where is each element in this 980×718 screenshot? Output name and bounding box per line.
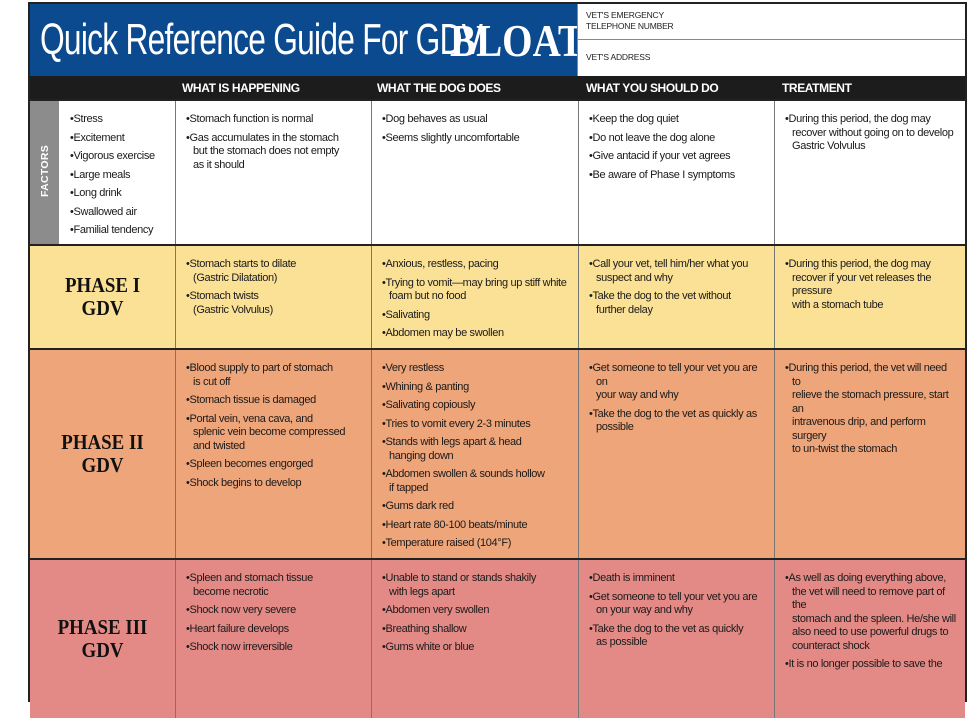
bullet-item: • Very restless (381, 362, 570, 376)
bullet-item: • Dog behaves as usual (381, 113, 570, 127)
bullet-item: • Spleen becomes engorged (185, 458, 363, 472)
factors-should-do (578, 101, 774, 244)
bullet-item: • Shock begins to develop (185, 477, 363, 491)
phase-3-treatment (774, 560, 965, 718)
vet-info (577, 4, 965, 76)
bullet-item: • Tries to vomit every 2-3 minutes (381, 418, 570, 432)
factors-dog-does (371, 101, 578, 244)
bullet-item: • Take the dog to the vet as quickly as possible (588, 408, 766, 435)
phase-3-happening (175, 560, 371, 718)
header-what-you-should-do: WHAT YOU SHOULD DO (586, 81, 719, 95)
phase-label: PHASE III GDV (57, 615, 148, 662)
bullet-item: • Seems slightly uncomfortable (381, 132, 570, 146)
bullet-item: • Give antacid if your vet agrees (588, 150, 766, 164)
bullet-item: • Stomach function is normal (185, 113, 363, 127)
bullet-item: • Anxious, restless, pacing (381, 258, 570, 272)
phase-2-row (30, 348, 965, 558)
bullet-item: • Gums white or blue (381, 641, 570, 655)
title-banner (30, 4, 584, 76)
vet-phone-field: VET'S EMERGENCY TELEPHONE NUMBER (578, 4, 965, 40)
title-bold: BLOAT (450, 14, 584, 66)
bullet-item: • Unable to stand or stands shakily with legs apart (381, 572, 570, 599)
bullet-item: • Do not leave the dog alone (588, 132, 766, 146)
bullet-item: • Take the dog to the vet without further delay (588, 290, 766, 317)
bullet-item: • Blood supply to part of stomach is cut off (185, 362, 363, 389)
bullet-item: • Be aware of Phase I symptoms (588, 169, 766, 183)
phase-3-should-do (578, 560, 774, 718)
bullet-item: • Abdomen very swollen (381, 604, 570, 618)
bullet-item: • Death is imminent (588, 572, 766, 586)
bullet-item: • Temperature raised (104°F) (381, 537, 570, 551)
phase-2-should-do (578, 350, 774, 558)
factors-row (30, 99, 965, 244)
phase-1-treatment (774, 246, 965, 348)
factors-happening (175, 101, 371, 244)
bullet-item: • Large meals (69, 169, 175, 183)
bullet-item: • Familial tendency (69, 224, 175, 238)
bullet-item: • Take the dog to the vet as quickly as possible (588, 623, 766, 650)
bullet-item: • Get someone to tell your vet you are on your way and why (588, 591, 766, 618)
bullet-item: • Get someone to tell your vet you are on your way and why (588, 362, 766, 403)
bullet-item: • During this period, the dog may recover without going on to develop Gastric Volvulus (784, 113, 957, 154)
bullet-item: • Spleen and stomach tissue become necrotic (185, 572, 363, 599)
bullet-item: • It is no longer possible to save the (784, 658, 957, 672)
phase-2-treatment (774, 350, 965, 558)
header-treatment: TREATMENT (782, 81, 852, 95)
phase-label: PHASE II GDV (61, 430, 144, 477)
column-headers (30, 76, 965, 99)
factors-label-bar (30, 101, 59, 244)
bullet-item: • Gas accumulates in the stomach but the stomach does not empty as it should (185, 132, 363, 173)
factors-list (59, 101, 175, 243)
bullet-item: • As well as doing everything above, the vet will need to remove part of the stomach and the spleen. He/she will also need to use powerful drugs to counteract shock (784, 572, 957, 653)
bullet-item: • Abdomen may be swollen (381, 327, 570, 341)
phase-label: PHASE I GDV (64, 273, 141, 320)
bullet-item: • Shock now irreversible (185, 641, 363, 655)
phase-1-should-do (578, 246, 774, 348)
bullet-item: • Salivating copiously (381, 399, 570, 413)
bullet-item: • Excitement (69, 132, 175, 146)
header-what-the-dog-does: WHAT THE DOG DOES (377, 81, 501, 95)
bullet-item: • Stomach starts to dilate (Gastric Dilatation) (185, 258, 363, 285)
bullet-item: • Shock now very severe (185, 604, 363, 618)
bullet-item: • Long drink (69, 187, 175, 201)
bullet-item: • Trying to vomit—may bring up stiff white foam but no food (381, 277, 570, 304)
phase-3-dog-does (371, 560, 578, 718)
phase-1-happening (175, 246, 371, 348)
bullet-item: • Call your vet, tell him/her what you suspect and why (588, 258, 766, 285)
phase-1-dog-does (371, 246, 578, 348)
bullet-item: • Gums dark red (381, 500, 570, 514)
factors-treatment (774, 101, 965, 244)
bullet-item: • Stands with legs apart & head hanging down (381, 436, 570, 463)
reference-sheet (28, 2, 967, 702)
bullet-item: • Salivating (381, 309, 570, 323)
phase-3-row (30, 558, 965, 718)
bullet-item: • Portal vein, vena cava, and splenic vein become compressed and twisted (185, 413, 363, 454)
bullet-item: • Whining & panting (381, 381, 570, 395)
factors-label: FACTORS (39, 144, 51, 198)
phase-1-row (30, 244, 965, 348)
bullet-item: • Stomach twists (Gastric Volvulus) (185, 290, 363, 317)
title-main: Quick Reference Guide For GDV (40, 15, 483, 64)
header-what-is-happening: WHAT IS HAPPENING (182, 81, 300, 95)
bullet-item: • Swallowed air (69, 206, 175, 220)
bullet-item: • Abdomen swollen & sounds hollow if tapped (381, 468, 570, 495)
phase-2-dog-does (371, 350, 578, 558)
bullet-item: • Vigorous exercise (69, 150, 175, 164)
bullet-item: • Breathing shallow (381, 623, 570, 637)
bullet-item: • During this period, the vet will need to relieve the stomach pressure, start an intravenous drip, and perform surgery to un-twist the stomach (784, 362, 957, 457)
phase-2-happening (175, 350, 371, 558)
vet-address-field: VET'S ADDRESS (586, 52, 651, 62)
bullet-item: • Stomach tissue is damaged (185, 394, 363, 408)
bullet-item: • Heart failure develops (185, 623, 363, 637)
bullet-item: • Keep the dog quiet (588, 113, 766, 127)
bullet-item: • Heart rate 80-100 beats/minute (381, 519, 570, 533)
bullet-item: • Stress (69, 113, 175, 127)
bullet-item: • During this period, the dog may recover if your vet releases the pressure with a stomach tube (784, 258, 957, 312)
